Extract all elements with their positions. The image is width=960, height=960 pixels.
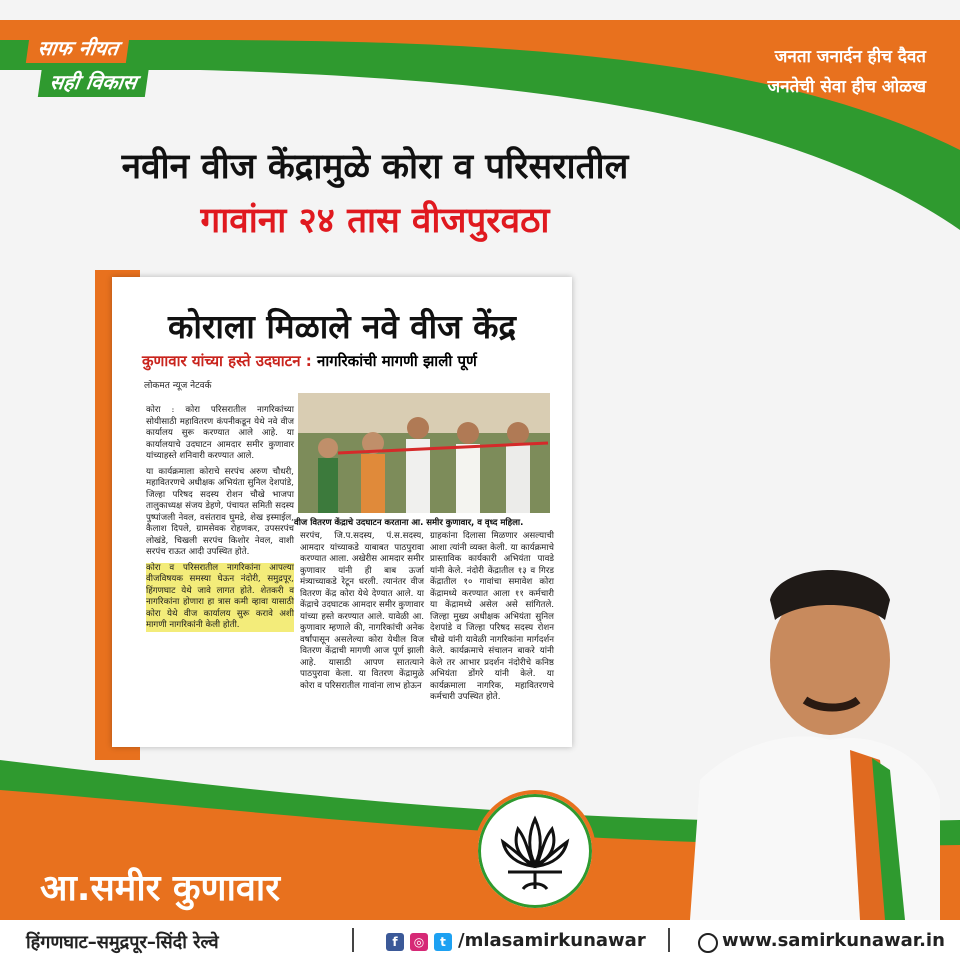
constituency-name: हिंगणघाट–समुद्रपूर–सिंदी रेल्वे: [26, 932, 219, 953]
party-logo: [474, 790, 596, 912]
slogan-line-2: सही विकास: [38, 66, 149, 97]
news-clipping: [112, 277, 572, 747]
globe-icon: [698, 933, 718, 953]
lotus-icon: [478, 794, 592, 908]
clipping-subtitle-red: कुणावार यांच्या हस्ते उदघाटन :: [142, 352, 312, 370]
clipping-title: कोराला मिळाले नवे वीज केंद्र: [167, 307, 516, 346]
headline-line-1: नवीन वीज केंद्रामुळे कोरा व परिसरातील: [121, 147, 629, 187]
twitter-icon[interactable]: t: [434, 933, 452, 951]
photo-caption: वीज वितरण केंद्राचे उदघाटन करताना आ. समीर कुणावार, व वृध्द महिला.: [294, 518, 524, 528]
clipping-subtitle: [142, 351, 477, 371]
clipping-byline: लोकमत न्यूज नेटवर्क: [144, 381, 212, 391]
tagline-line-2: जनतेची सेवा हीच ओळख: [767, 77, 926, 97]
headline-line-2: गावांना २४ तास वीजपुरवठा: [200, 201, 550, 241]
facebook-icon[interactable]: f: [386, 933, 404, 951]
slogan-line-1: साफ नीयत: [26, 32, 131, 63]
article-paragraph: या कार्यक्रमाला कोराचे सरपंच अरुण चौधरी, महावितरणचे अधीक्षक अभियंता सुनिल देशपांडे, जिल्हा परिषद सदस्य रोशन चौखे भाजपा तालुकाध्यक्ष संजय डेहणे, पंचायत समिती सदस्य पुष्पांजली नेवल, वसंतराव घुमडे, शेख इस्माईल, कैलाश दिपले, ग्रामसेवक रोहणकर, उपसरपंच लोखंडे, चिखली सरपंच किशोर नेवल, वाशी सरपंच राऊत आदी उपस्थित होते.: [146, 466, 294, 557]
footer-divider: [352, 928, 354, 952]
article-column-1: [146, 405, 294, 632]
article-column-2: सरपंच, जि.प.सदस्य, पं.स.सदस्य, आमदार यांच्याकडे याबाबत पाठपुरावा करण्यात आला. अखेरीस आमदार समीर कुणावार यांनी ही बाब ऊर्जा मंत्र्याच्याकडे रेटून धरली. त्यानंतर वीज वितरण केंद्र कोरा येथे देण्यात आले. या केंद्राचे उदघाटक आमदार समीर कुणावार यांच्या हस्ते करण्यात आले. यावेळी आ. कुणावार म्हणाले की, नागरिकांची अनेक वर्षांपासून असलेल्या कोरा येथील विज वितरण केंद्राची मागणी आज पूर्ण झाली आहे. यासाठी आपण सातत्याने पाठपुरावा केला. या वितरण केंद्रामुळे कोरा व परिसरातील गावांना लाभ होऊन: [300, 531, 424, 691]
instagram-icon[interactable]: ◎: [410, 933, 428, 951]
article-paragraph-highlighted: कोरा व परिसरातील नागरिकांना आपल्या वीजविषयक समस्या घेऊन नंदोरी, समुद्रपूर, हिंगणघाट येथे जावे लागत होते. शेतकरी व नागरिकांना होणारा हा त्रास कमी व्हावा यासाठी कोरा येथे वीज कार्यालय सुरू करावे अशी मागणी नागरिकांनी केली होती.: [146, 562, 294, 630]
footer-divider: [668, 928, 670, 952]
top-white-strip: [0, 0, 960, 20]
website-link[interactable]: www.samirkunawar.in: [722, 930, 945, 951]
article-column-3: ग्राहकांना दिलासा मिळणार असल्याची आशा त्यांनी व्यक्त केली. या कार्यक्रमाचे प्रास्ताविक कार्यकारी अभियंता पावडे यांनी केले. नंदोरी केंद्रातील १३ व गिरड केंद्रातील १० गावांचा समावेश कोरा केंद्रामध्ये करण्यात आला ११ कर्मचारी या केंद्रामध्ये असेल असे सांगितले. जिल्हा मुख्य अधीक्षक अभियंता सुनिल देशपांडे व जिल्हा परिषद सदस्य रोशन चौखे यांनी यावेळी नागरिकांना मार्गदर्शन केले. कार्यक्रमाचे संचालन बाकरे यांनी केले तर आभार प्रदर्शन नंदोरीचे कनिष्ठ अभियंता डोंगरे यांनी केले. या कार्यक्रमाला नागरिक, महावितरणचे कर्मचारी उपस्थित होते.: [430, 531, 554, 702]
article-paragraph: कोरा : कोरा परिसरातील नागरिकांच्या सोयीसाठी महावितरण कंपनीकडून येथे नवे वीज कार्यालय सुरू करण्यात आले आहे. या कार्यालयाचे उदघाटन आमदार समीर कुणावार यांच्याहस्ते शनिवारी करण्यात आले.: [146, 405, 294, 461]
inauguration-photo: [298, 393, 550, 513]
portrait-image: [690, 570, 940, 920]
leader-name: आ.समीर कुणावार: [40, 868, 280, 909]
tagline-line-1: जनता जनार्दन हीच दैवत: [774, 47, 926, 67]
clipping-subtitle-rest: नागरिकांची मागणी झाली पूर्ण: [311, 352, 477, 370]
social-handle[interactable]: /mlasamirkunawar: [458, 930, 646, 951]
